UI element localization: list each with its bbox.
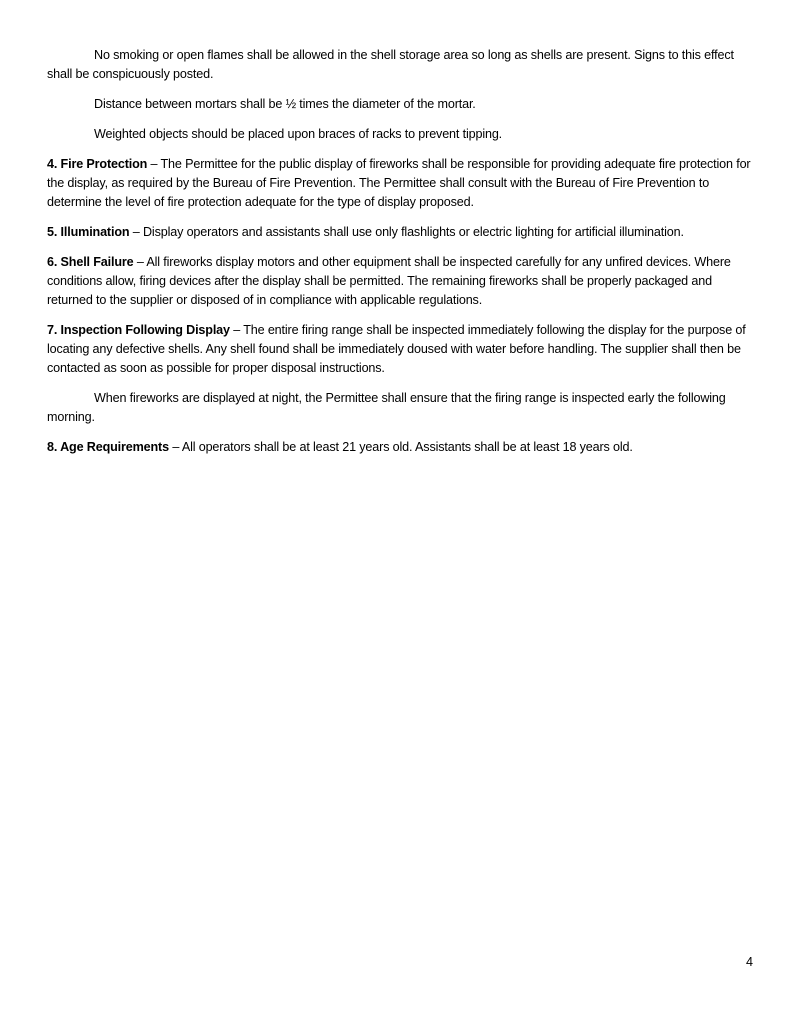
illumination-section [47, 223, 755, 242]
page-number: 4 [745, 955, 753, 969]
inspection-heading: 7. Inspection Following Display [47, 323, 230, 337]
illumination-text: – Display operators and assistants shall use only flashlights or electric lighting for artificial illumination. [129, 225, 684, 239]
mortar-distance-paragraph: Distance between mortars shall be ½ times the diameter of the mortar. [94, 97, 476, 111]
document-page [47, 46, 755, 468]
fire-protection-text: – The Permittee for the public display of fireworks shall be responsible for providing adequate fire protection for the display, as required by the Bureau of Fire Prevention. The Permittee shall consult with the Bureau of Fire Prevention to determine the level of fire protection adequate for the type of display proposed. [47, 157, 751, 209]
weighted-objects-paragraph: Weighted objects should be placed upon braces of racks to prevent tipping. [94, 127, 503, 141]
inspection-text: – The entire firing range shall be inspected immediately following the display for the purpose of locating any defective shells. Any shell found shall be immediately doused with water before handling. The supplier shall then be contacted as soon as possible for proper disposal instructions. [47, 323, 746, 375]
illumination-heading: 5. Illumination [47, 225, 130, 239]
age-requirements-section [47, 438, 755, 457]
fire-protection-heading: 4. Fire Protection [47, 157, 148, 171]
no-smoking-paragraph: No smoking or open flames shall be allowed in the shell storage area so long as shells are present. Signs to this effect shall be conspicuously posted. [47, 48, 734, 81]
age-requirements-text: – All operators shall be at least 21 years old. Assistants shall be at least 18 years old. [168, 440, 633, 454]
shell-failure-section [47, 253, 755, 310]
fire-protection-section [47, 155, 755, 212]
night-display-paragraph: When fireworks are displayed at night, the Permittee shall ensure that the firing range is inspected early the following morning. [47, 391, 726, 424]
age-requirements-heading: 8. Age Requirements [47, 440, 169, 454]
inspection-section [47, 321, 755, 378]
shell-failure-heading: 6. Shell Failure [47, 255, 134, 269]
shell-failure-text: – All fireworks display motors and other equipment shall be inspected carefully for any unfired devices. Where conditions allow, firing devices after the display shall be permitted. The remaining fireworks shall be properly packaged and returned to the supplier or disposed of in compliance with applicable regulations. [47, 255, 731, 307]
